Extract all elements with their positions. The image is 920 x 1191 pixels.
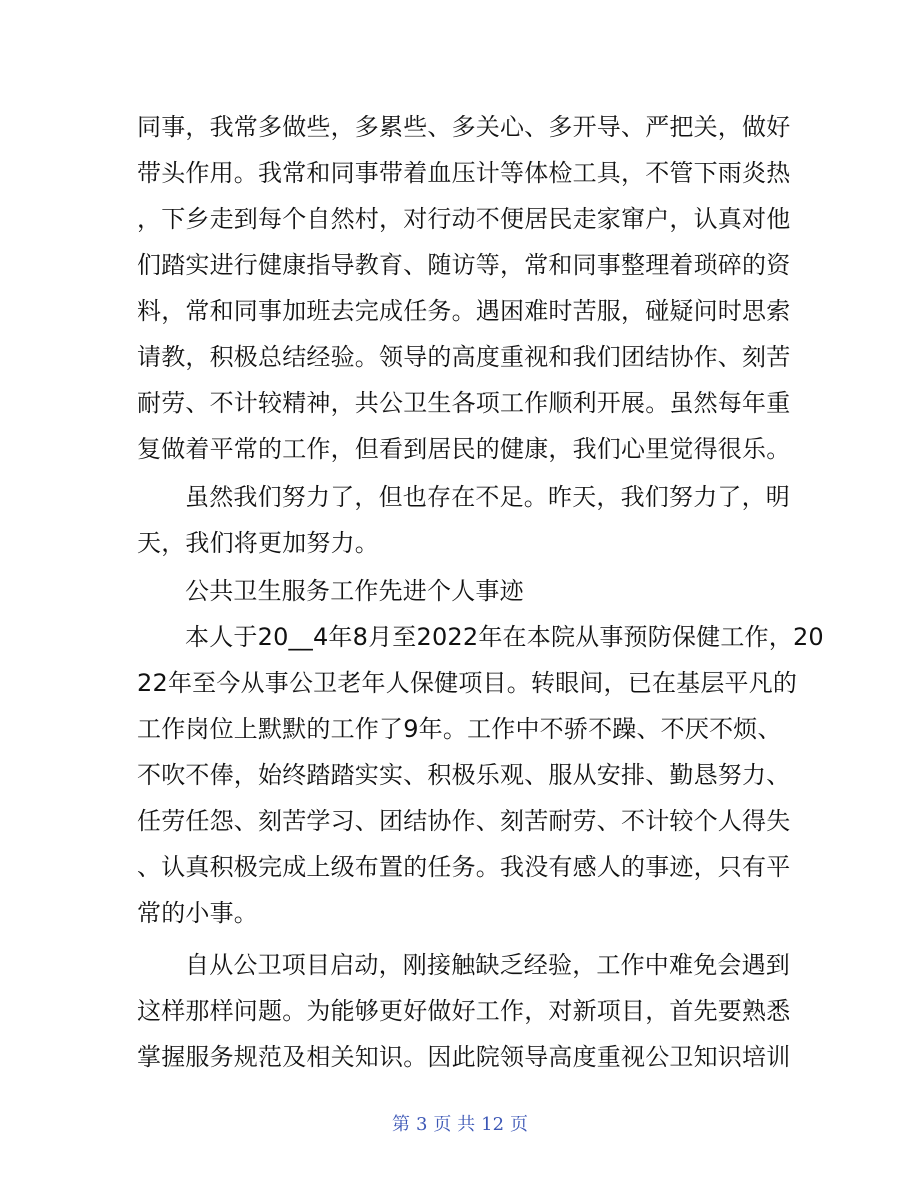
body-text-line-8: 复做着平常的工作，但看到居民的健康，我们心里觉得很乐。	[137, 435, 791, 463]
page-number-footer	[0, 1112, 920, 1138]
body-text-line-17: 、认真积极完成上级布置的任务。我没有感人的事迹，只有平	[137, 853, 791, 881]
body-text-line-9: 虽然我们努力了，但也存在不足。昨天，我们努力了，明	[185, 483, 790, 511]
body-text-line-19: 自从公卫项目启动，刚接触缺乏经验，工作中难免会遇到	[185, 951, 790, 979]
footer-prefix: 第	[391, 1114, 410, 1135]
body-text-line-15: 不吹不俸，始终踏踏实实、积极乐观、服从安排、勤恳努力、	[137, 761, 791, 789]
footer-current-page: 3	[415, 1114, 428, 1135]
body-text-line-20: 这样那样问题。为能够更好做好工作，对新项目，首先要熟悉	[137, 997, 791, 1025]
body-text-line-12: 本人于20__4年8月至2022年在本院从事预防保健工作，20	[185, 623, 824, 651]
footer-suffix: 页	[510, 1114, 529, 1135]
footer-middle: 页 共	[433, 1114, 476, 1135]
body-text-line-2: 带头作用。我常和同事带着血压计等体检工具，不管下雨炎热	[137, 159, 791, 187]
body-text-line-3: ，下乡走到每个自然村，对行动不便居民走家窜户，认真对他	[137, 205, 791, 233]
body-text-line-5: 料，常和同事加班去完成任务。遇困难时苦服，碰疑问时思索	[137, 297, 791, 325]
body-text-line-13: 22年至今从事公卫老年人保健项目。转眼间，已在基层平凡的	[137, 669, 798, 697]
body-text-line-10: 天，我们将更加努力。	[137, 529, 379, 557]
section-heading: 公共卫生服务工作先进个人事迹	[185, 577, 524, 605]
body-text-line-14: 工作岗位上默默的工作了9年。工作中不骄不躁、不厌不烦、	[137, 715, 782, 743]
body-text-line-1: 同事，我常多做些，多累些、多关心、多开导、严把关，做好	[137, 113, 791, 141]
body-text-line-6: 请教，积极总结经验。领导的高度重视和我们团结协作、刻苦	[137, 343, 791, 371]
body-text-line-16: 任劳任怨、刻苦学习、团结协作、刻苦耐劳、不计较个人得失	[137, 807, 791, 835]
body-text-line-18: 常的小事。	[137, 899, 258, 927]
body-text-line-21: 掌握服务规范及相关知识。因此院领导高度重视公卫知识培训	[137, 1043, 791, 1071]
body-text-line-4: 们踏实进行健康指导教育、随访等，常和同事整理着琐碎的资	[137, 251, 791, 279]
footer-total-pages: 12	[481, 1114, 505, 1135]
body-text-line-7: 耐劳、不计较精神，共公卫生各项工作顺利开展。虽然每年重	[137, 389, 791, 417]
